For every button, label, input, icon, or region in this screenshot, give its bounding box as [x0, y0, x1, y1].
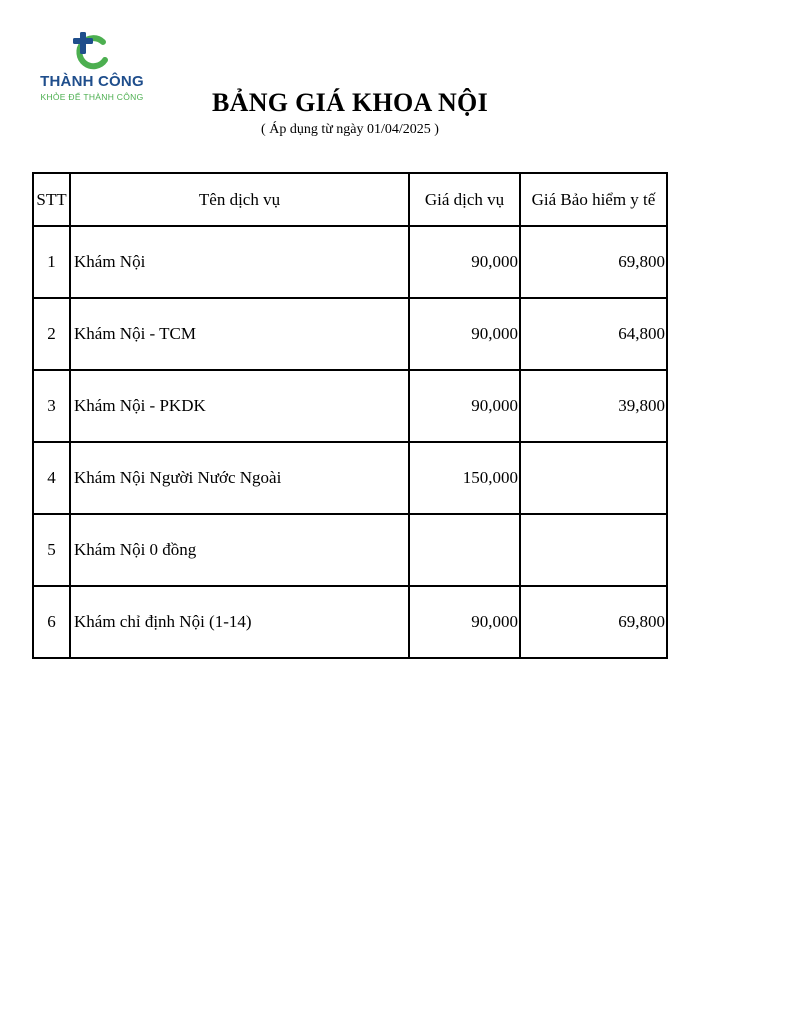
page-title: BẢNG GIÁ KHOA NỘI — [212, 88, 488, 117]
cell-service: Khám chỉ định Nội (1-14) — [70, 586, 409, 658]
cell-service: Khám Nội - PKDK — [70, 370, 409, 442]
header-stt: STT — [33, 173, 70, 226]
table-header — [33, 173, 667, 226]
header-insurance: Giá Bảo hiểm y tế — [520, 173, 667, 226]
cell-stt: 2 — [33, 298, 70, 370]
cell-insurance — [520, 442, 667, 514]
cell-stt: 3 — [33, 370, 70, 442]
cell-price: 90,000 — [409, 298, 520, 370]
cell-insurance: 69,800 — [520, 586, 667, 658]
cell-insurance: 69,800 — [520, 226, 667, 298]
table-row — [33, 226, 667, 298]
cell-price — [409, 514, 520, 586]
cell-price: 150,000 — [409, 442, 520, 514]
table-row — [33, 514, 667, 586]
price-table — [32, 172, 668, 659]
logo-slogan: KHỎE ĐỂ THÀNH CÔNG — [40, 92, 144, 102]
header-row — [33, 173, 667, 226]
clinic-logo — [34, 30, 154, 104]
cell-price: 90,000 — [409, 226, 520, 298]
logo-name: THÀNH CÔNG — [40, 73, 144, 90]
cell-price: 90,000 — [409, 370, 520, 442]
cell-service: Khám Nội 0 đồng — [70, 514, 409, 586]
cell-stt: 1 — [33, 226, 70, 298]
cell-insurance: 64,800 — [520, 298, 667, 370]
cell-insurance — [520, 514, 667, 586]
table-row — [33, 370, 667, 442]
cell-price: 90,000 — [409, 586, 520, 658]
header-price: Giá dịch vụ — [409, 173, 520, 226]
table-row — [33, 298, 667, 370]
cell-stt: 5 — [33, 514, 70, 586]
cell-stt: 4 — [33, 442, 70, 514]
cell-stt: 6 — [33, 586, 70, 658]
table-body — [33, 226, 667, 658]
medical-cross-logo-icon — [72, 30, 112, 72]
table-row — [33, 442, 667, 514]
table-row — [33, 586, 667, 658]
page-subtitle: ( Áp dụng từ ngày 01/04/2025 ) — [261, 122, 439, 137]
cell-service: Khám Nội — [70, 226, 409, 298]
header-service: Tên dịch vụ — [70, 173, 409, 226]
cell-service: Khám Nội - TCM — [70, 298, 409, 370]
cell-service: Khám Nội Người Nước Ngoài — [70, 442, 409, 514]
cell-insurance: 39,800 — [520, 370, 667, 442]
